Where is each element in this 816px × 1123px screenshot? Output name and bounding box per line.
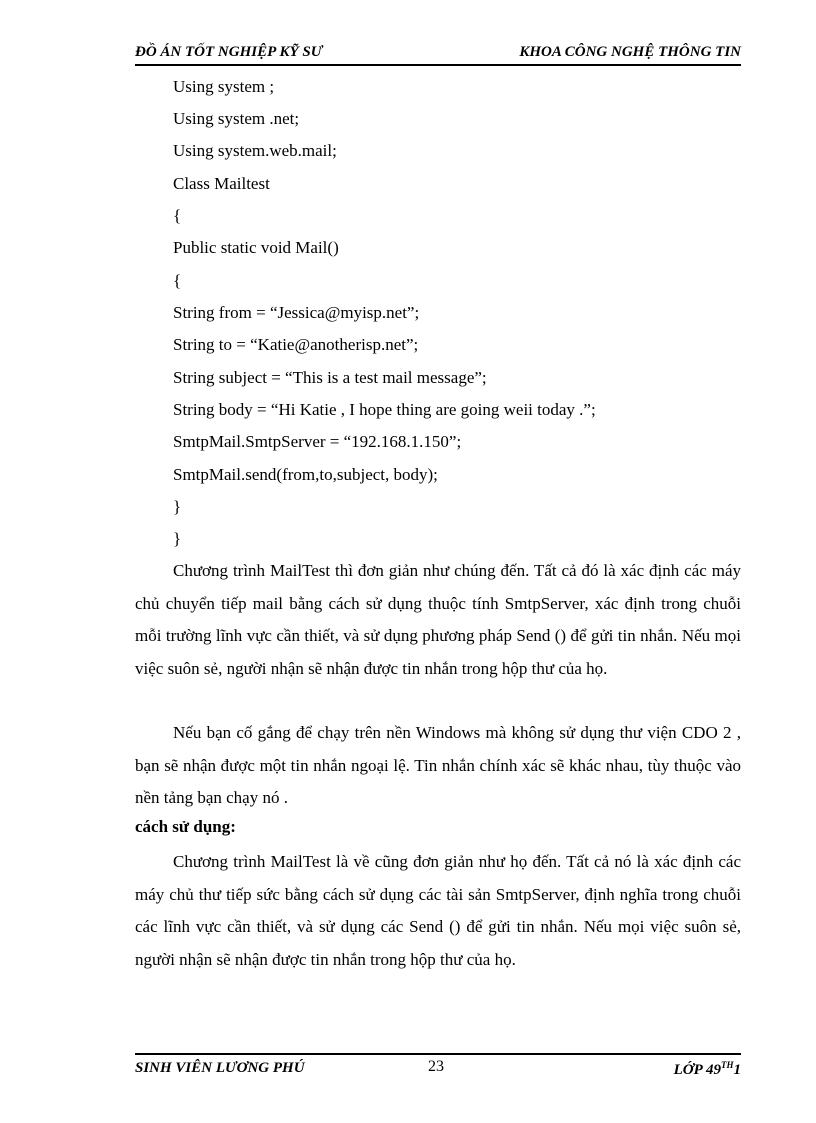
footer-student-name: SINH VIÊN LƯƠNG PHÚ (135, 1060, 305, 1076)
header-right-title: KHOA CÔNG NGHỆ THÔNG TIN (519, 44, 741, 60)
page-footer (135, 1058, 741, 1078)
code-line: } (173, 529, 182, 548)
code-line: { (173, 206, 182, 225)
page-header (135, 44, 741, 64)
footer-class-sup: TH (721, 1060, 734, 1070)
code-line: { (173, 271, 182, 290)
code-line: Using system ; (173, 77, 275, 96)
code-line: SmtpMail.SmtpServer = “192.168.1.150”; (173, 432, 462, 451)
section-subheading: cách sử dụng: (135, 817, 236, 836)
header-divider (135, 64, 741, 66)
paragraph: Chương trình MailTest thì đơn giản như chúng đến. Tất cả đó là xác định các máy chủ chuyển tiếp mail bằng cách sử dụng thuộc tính SmtpServer, xác định trong chuỗi mỗi trường lĩnh vực cần thiết, và sử dụng phương pháp Send () để gửi tin nhắn. Nếu mọi việc suôn sẻ, người nhận sẽ nhận được tin nhắn trong hộp thư của họ. (135, 561, 741, 678)
code-line: } (173, 497, 182, 516)
code-line: Using system.web.mail; (173, 141, 337, 160)
footer-divider (135, 1053, 741, 1055)
code-line: String subject = “This is a test mail message”; (173, 368, 487, 387)
header-left-title: ĐỒ ÁN TỐT NGHIỆP KỸ SƯ (135, 44, 323, 60)
paragraph: Nếu bạn cố gắng để chạy trên nền Windows mà không sử dụng thư viện CDO 2 , bạn sẽ nhận được một tin nhắn ngoại lệ. Tin nhắn chính xác sẽ khác nhau, tùy thuộc vào nền tảng bạn chạy nó . (135, 723, 741, 807)
code-line: String to = “Katie@anotherisp.net”; (173, 335, 419, 354)
footer-class-prefix: LỚP 49 (673, 1062, 721, 1078)
code-line: SmtpMail.send(from,to,subject, body); (173, 465, 438, 484)
code-line: Class Mailtest (173, 174, 270, 193)
paragraph: Chương trình MailTest là về cũng đơn giản như họ đến. Tất cả nó là xác định các máy chủ thư tiếp sức bằng cách sử dụng các tài sản SmtpServer, định nghĩa trong chuỗi các lĩnh vực cần thiết, và sử dụng các Send () để gửi tin nhắn. Nếu mọi việc suôn sẻ, người nhận sẽ nhận được tin nhắn trong hộp thư của họ. (135, 852, 741, 969)
code-line: Using system .net; (173, 109, 300, 128)
footer-class-suffix: 1 (733, 1062, 741, 1078)
footer-class (674, 1060, 741, 1079)
code-line: String body = “Hi Katie , I hope thing are going weii today .”; (173, 400, 596, 419)
page-number: 23 (428, 1058, 444, 1075)
code-line: String from = “Jessica@myisp.net”; (173, 303, 420, 322)
code-line: Public static void Mail() (173, 238, 339, 257)
